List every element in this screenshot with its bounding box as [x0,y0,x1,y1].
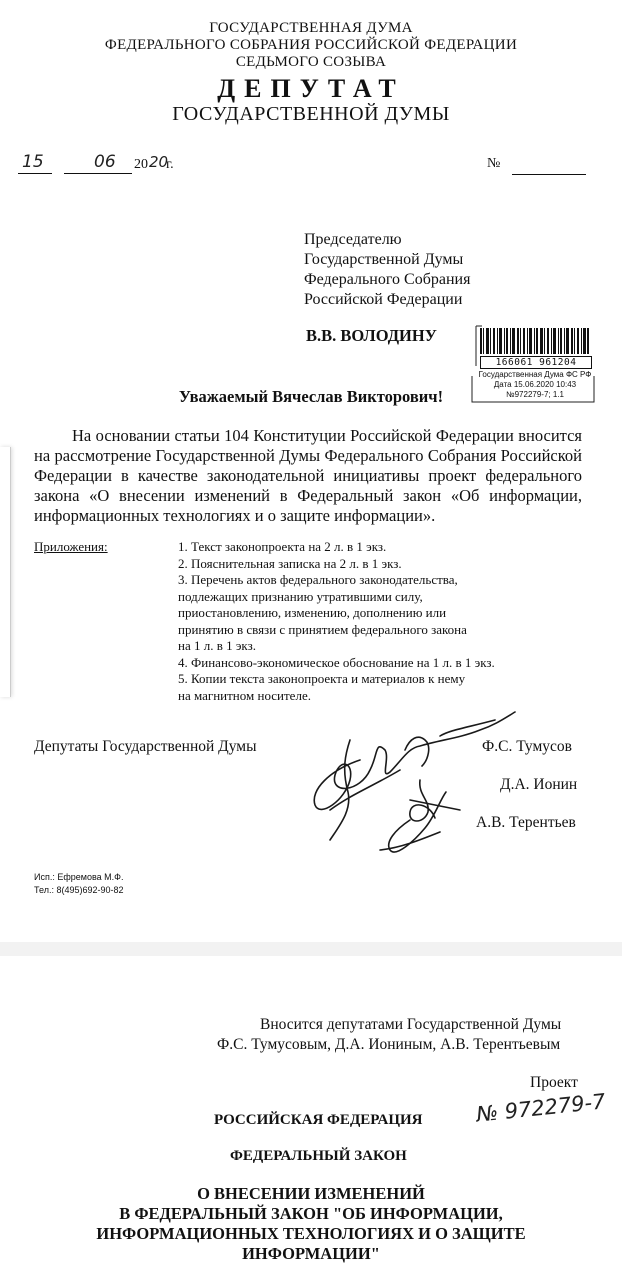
signatory-name-3: А.В. Терентьев [476,814,576,831]
addressee-line-3: Федерального Собрания [304,271,471,288]
signatory-name-2: Д.А. Ионин [500,776,578,793]
attachment-item: 3. Перечень актов федерального законодательства, [178,572,458,587]
handwritten-signatures [290,700,530,860]
signatory-name-1: Ф.С. Тумусов [482,738,572,755]
signatories-label: Депутаты Государственной Думы [34,738,257,755]
law-title-line: ИНФОРМАЦИИ" [242,1244,380,1263]
header-line-3: СЕДЬМОГО СОЗЫВА [235,54,387,70]
date-year-hand: 20 [149,153,169,171]
header-line-1: ГОСУДАРСТВЕННАЯ ДУМА [209,20,413,36]
date-year-prefix: 20 [134,157,148,172]
addressee-name: В.В. ВОЛОДИНУ [306,326,437,345]
addressee-line-2: Государственной Думы [304,251,464,268]
law-title [0,1184,622,1264]
date-month: 06 [94,152,116,172]
date-day: 15 [22,152,44,172]
attachment-item: 4. Финансово-экономическое обоснование на 1 л. в 1 экз. [178,654,495,670]
addressee-line-4: Российской Федерации [304,291,463,308]
greeting: Уважаемый Вячеслав Викторович! [178,387,444,406]
attachments-label: Приложения: [34,539,108,554]
federation-title: РОССИЙСКАЯ ФЕДЕРАЦИЯ [214,1112,423,1128]
attachments-list [178,539,495,704]
body-paragraph: На основании статьи 104 Конституции Российской Федерации вносится на рассмотрение Государственной Думы Федерального Собрания Российской Федерации в качестве законодательной инициативы проект федерального закона «О внесении изменений в Федеральный закон «Об информации, информационных технологиях и о защите информации». [34,426,582,525]
intro-line-2: Ф.С. Тумусовым, Д.А. Иониным, А.В. Терентьевым [217,1036,561,1053]
date-field [18,152,178,176]
executor-phone: Тел.: 8(495)692-90-82 [34,885,124,895]
attachment-item: 1. Текст законопроекта на 2 л. в 1 экз. [178,539,387,554]
page-separator [0,942,622,956]
attachment-item: на магнитном носителе. [178,687,311,703]
project-label: Проект [530,1074,578,1091]
stamp-org: Государственная Дума ФС РФ [478,370,592,379]
header-gosduma: ГОСУДАРСТВЕННОЙ ДУМЫ [172,103,450,125]
stamp-reg: №972279-7; 1.1 [506,390,564,399]
attachment-item: 5. Копии текста законопроекта и материалов к нему [178,671,466,686]
attachment-item: 2. Пояснительная записка на 2 л. в 1 экз. [178,555,402,571]
number-label: № [487,156,501,171]
stamp-date: Дата 15.06.2020 10:43 [493,380,577,389]
executor-name: Исп.: Ефремова М.Ф. [34,872,124,882]
bill-page [0,956,622,1280]
addressee-line-1: Председателю [304,231,402,248]
attachment-item: подлежащих признанию утратившими силу, [178,588,423,604]
law-type: ФЕДЕРАЛЬНЫЙ ЗАКОН [230,1148,407,1164]
attachment-item: приостановлению, изменению, дополнению или [178,605,447,620]
attachment-item: принятию в связи с принятием федерального закона [178,621,467,637]
project-number: № 972279-7 [475,1089,607,1127]
date-year-suffix: г. [166,157,174,172]
number-underline [512,174,586,175]
intro-line-1: Вносится депутатами Государственной Думы [260,1016,562,1033]
attachment-item: на 1 л. в 1 экз. [178,638,256,653]
page-edge-shadow [0,447,11,697]
barcode-icon [480,328,590,354]
law-title-line: В ФЕДЕРАЛЬНЫЙ ЗАКОН "ОБ ИНФОРМАЦИИ, [119,1204,503,1223]
law-title-line: ИНФОРМАЦИОННЫХ ТЕХНОЛОГИЯХ И О ЗАЩИТЕ [96,1224,526,1243]
header-deputat: ДЕПУТАТ [217,74,405,103]
barcode-number: 166061 961204 [480,356,592,369]
law-title-line: О ВНЕСЕНИИ ИЗМЕНЕНИЙ [197,1184,425,1203]
header-line-2: ФЕДЕРАЛЬНОГО СОБРАНИЯ РОССИЙСКОЙ ФЕДЕРАЦИИ [104,37,518,53]
